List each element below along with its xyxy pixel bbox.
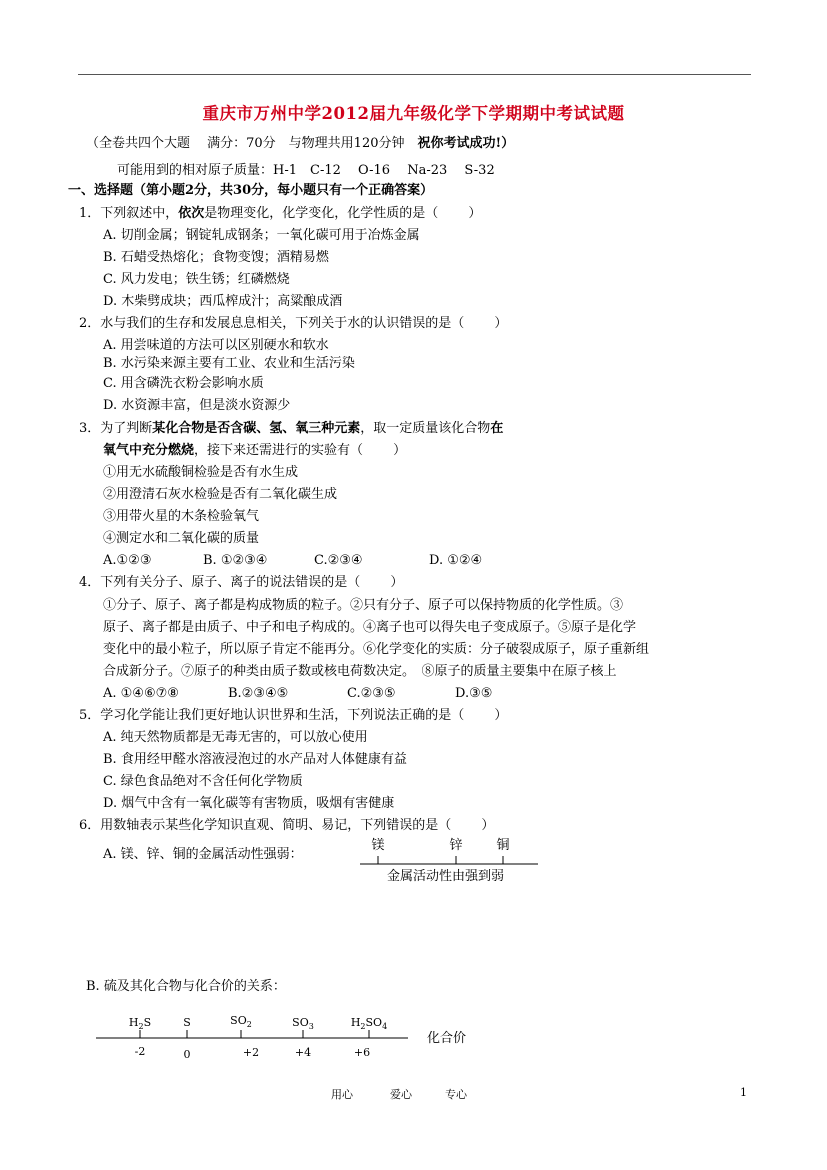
species-so3: $SO_3$ [292, 1016, 314, 1031]
q3-stem-bold-1: 某化合物是否含碳、氢、氧三种元素 [152, 421, 361, 436]
metal-axis-caption: 金属活动性由强到弱 [387, 869, 505, 884]
metal-label-zn: 锌 [449, 838, 463, 853]
q3-stem-mid: ，取一定质量该化合物 [360, 421, 491, 436]
q4-body-line-4: 合成新分子。⑦原子的种类由质子数或核电荷数决定。 ⑧原子的质量主要集中在原子核上 [103, 664, 617, 679]
q3-choice-a[interactable]: A.①②③ [103, 553, 152, 568]
q3-item-1: ①用无水硫酸铜检验是否有水生成 [103, 465, 299, 480]
valence-axis-label: 化合价 [427, 1031, 467, 1046]
species-so2: $SO_2$ [230, 1014, 252, 1029]
q3-choice-d[interactable]: D. ①②④ [429, 553, 483, 568]
page-title: 重庆市万州中学2012届九年级化学下学期期中考试试题 [202, 104, 625, 123]
question-5-stem: 5．学习化学能让我们更好地认识世界和生活，下列说法正确的是（ ） [79, 708, 508, 723]
species-s: S [183, 1016, 191, 1029]
exam-wish: 祝你考试成功!） [417, 136, 515, 151]
q2-option-c[interactable]: C. 用含磷洗衣粉会影响水质 [103, 376, 264, 391]
valence-0: 0 [183, 1048, 191, 1061]
question-2-stem: 2．水与我们的生存和发展息息相关，下列关于水的认识错误的是（ ） [79, 316, 508, 331]
q4-choice-a[interactable]: A. ①④⑥⑦⑧ [103, 686, 179, 701]
q2-option-b[interactable]: B. 水污染来源主要有工业、农业和生活污染 [103, 356, 355, 371]
q6-option-a[interactable]: A. 镁、锌、铜的金属活动性强弱： [103, 847, 303, 862]
metal-label-mg: 镁 [371, 838, 385, 853]
q3-item-2: ②用澄清石灰水检验是否有二氧化碳生成 [103, 487, 338, 502]
q1-option-c[interactable]: C. 风力发电；铁生锈；红磷燃烧 [103, 272, 290, 287]
q1-stem-pre: 1．下列叙述中， [79, 206, 179, 221]
question-6-stem: 6．用数轴表示某些化学知识直观、简明、易记，下列错误的是（ ） [79, 818, 495, 833]
q5-option-b[interactable]: B. 食用经甲醛水溶液浸泡过的水产品对人体健康有益 [103, 752, 407, 767]
q3-stem-pre: 3．为了判断 [79, 421, 153, 436]
q3-line2-post: ，接下来还需进行的实验有（ ） [194, 443, 407, 458]
q2-option-a[interactable]: A. 用尝味道的方法可以区别硬水和软水 [103, 338, 329, 353]
metal-activity-axis [350, 828, 550, 886]
valence-neg2: -2 [134, 1045, 146, 1058]
atomic-masses: 可能用到的相对原子质量：H-1 C-12 O-16 Na-23 S-32 [117, 163, 495, 178]
q6-option-b[interactable]: B. 硫及其化合物与化合价的关系： [86, 979, 286, 994]
exam-info [86, 135, 514, 153]
metal-label-cu: 铜 [496, 838, 510, 853]
question-1-stem [79, 205, 481, 223]
question-3-stem-line-2 [103, 442, 406, 460]
q3-line2-bold: 氧气中充分燃烧 [103, 443, 195, 458]
header-rule [78, 74, 751, 75]
footer-right: 专心 [445, 1088, 467, 1101]
q3-choice-c[interactable]: C.②③④ [314, 553, 363, 568]
q4-choice-b[interactable]: B.②③④⑤ [228, 686, 289, 701]
exam-info-text: （全卷共四个大题 满分：70分 与物理共用120分钟 [86, 136, 418, 151]
q1-option-d[interactable]: D. 木柴劈成块；西瓜榨成汁；高粱酿成酒 [103, 294, 343, 309]
q5-option-a[interactable]: A. 纯天然物质都是无毒无害的，可以放心使用 [103, 730, 368, 745]
q1-stem-bold: 依次 [178, 206, 205, 221]
footer-middle: 爱心 [390, 1088, 412, 1101]
question-3-stem [79, 420, 503, 438]
q3-choice-b[interactable]: B. ①②③④ [203, 553, 268, 568]
sulfur-valence-axis [90, 1008, 480, 1070]
q4-body-line-2: 原子、离子都是由质子、中子和电子构成的。④离子也可以得失电子变成原子。⑤原子是化学 [103, 620, 637, 635]
question-4-stem: 4．下列有关分子、原子、离子的说法错误的是（ ） [79, 575, 404, 590]
q2-option-d[interactable]: D. 水资源丰富，但是淡水资源少 [103, 398, 291, 413]
q1-option-b[interactable]: B. 石蜡受热熔化；食物变馊；酒精易燃 [103, 250, 329, 265]
q1-stem-post: 是物理变化，化学变化，化学性质的是（ ） [204, 206, 482, 221]
valence-pos6: +6 [353, 1046, 371, 1059]
q3-stem-bold-2: 在 [490, 421, 504, 436]
valence-pos4: +4 [294, 1046, 312, 1059]
section-1-heading: 一、选择题（第小题2分，共30分，每小题只有一个正确答案） [68, 183, 434, 198]
footer-left: 用心 [331, 1088, 353, 1101]
valence-pos2: +2 [242, 1046, 260, 1059]
species-h2s: $H_2S$ [128, 1016, 152, 1031]
q4-body-line-3: 变化中的最小粒子，所以原子肯定不能再分。⑥化学变化的实质：分子破裂成原子，原子重新组 [103, 642, 650, 657]
species-h2so4: $H_2SO_4$ [350, 1016, 388, 1031]
q5-option-d[interactable]: D. 烟气中含有一氧化碳等有害物质，吸烟有害健康 [103, 796, 395, 811]
q3-item-3: ③用带火星的木条检验氧气 [103, 509, 260, 524]
q5-option-c[interactable]: C. 绿色食品绝对不含任何化学物质 [103, 774, 303, 789]
q4-choice-c[interactable]: C.②③⑤ [347, 686, 396, 701]
q3-item-4: ④测定水和二氧化碳的质量 [103, 531, 260, 546]
page-number: 1 [740, 1086, 747, 1099]
q4-choice-d[interactable]: D.③⑤ [455, 686, 493, 701]
q4-body-line-1: ①分子、原子、离子都是构成物质的粒子。②只有分子、原子可以保持物质的化学性质。③ [103, 598, 624, 613]
q1-option-a[interactable]: A. 切削金属；钢锭轧成钢条；一氧化碳可用于冶炼金属 [103, 228, 420, 243]
